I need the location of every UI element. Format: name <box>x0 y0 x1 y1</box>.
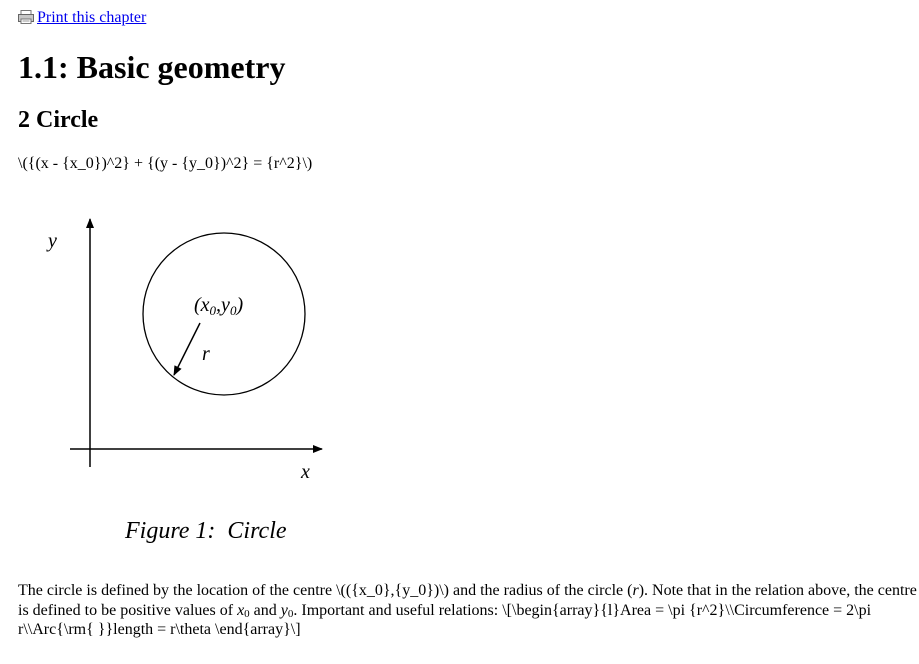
x0-symbol: x <box>237 601 245 619</box>
radius-symbol: r <box>632 582 639 599</box>
print-chapter-link[interactable]: Print this chapter <box>37 9 147 26</box>
x-axis-label: x <box>301 461 310 483</box>
circle-equation-raw: \({(x - {x_0})^2} + {(y - {y_0})^2} = {r^2}\) <box>18 155 313 172</box>
print-link-row <box>18 8 146 28</box>
radius-arrow <box>174 323 200 375</box>
paragraph-text-1: The circle is defined by the location of the centre \(({x_0},{y_0})\) and the radius of the circle ( <box>18 582 633 599</box>
y-axis-label: y <box>48 230 57 252</box>
section-title: 2 Circle <box>18 107 99 133</box>
radius-label: r <box>202 343 210 365</box>
printer-icon[interactable] <box>18 10 34 24</box>
page-title: 1.1: Basic geometry <box>18 49 286 85</box>
x0-subscript: 0 <box>244 607 250 620</box>
circle-figure <box>40 205 340 490</box>
figure-caption: Figure 1: Circle <box>125 518 287 544</box>
paragraph-and: and <box>249 601 281 619</box>
description-paragraph <box>18 581 918 640</box>
center-label: $(x_0,y_0)$ <box>194 294 244 318</box>
paragraph-text-3: . Important and useful relations: \[\begin{array}{l}Area = \pi {r^2}\\Circumference = 2\pi r\\Arc{\rm{ }}length = r\theta \end{array}\] <box>18 601 872 638</box>
y0-symbol: y <box>280 601 288 619</box>
paragraph-text-2: ). Note that in the relation above, the centre is defined to be positive values of <box>18 582 917 619</box>
y0-subscript: 0 <box>287 607 294 620</box>
circle-diagram <box>40 205 340 490</box>
